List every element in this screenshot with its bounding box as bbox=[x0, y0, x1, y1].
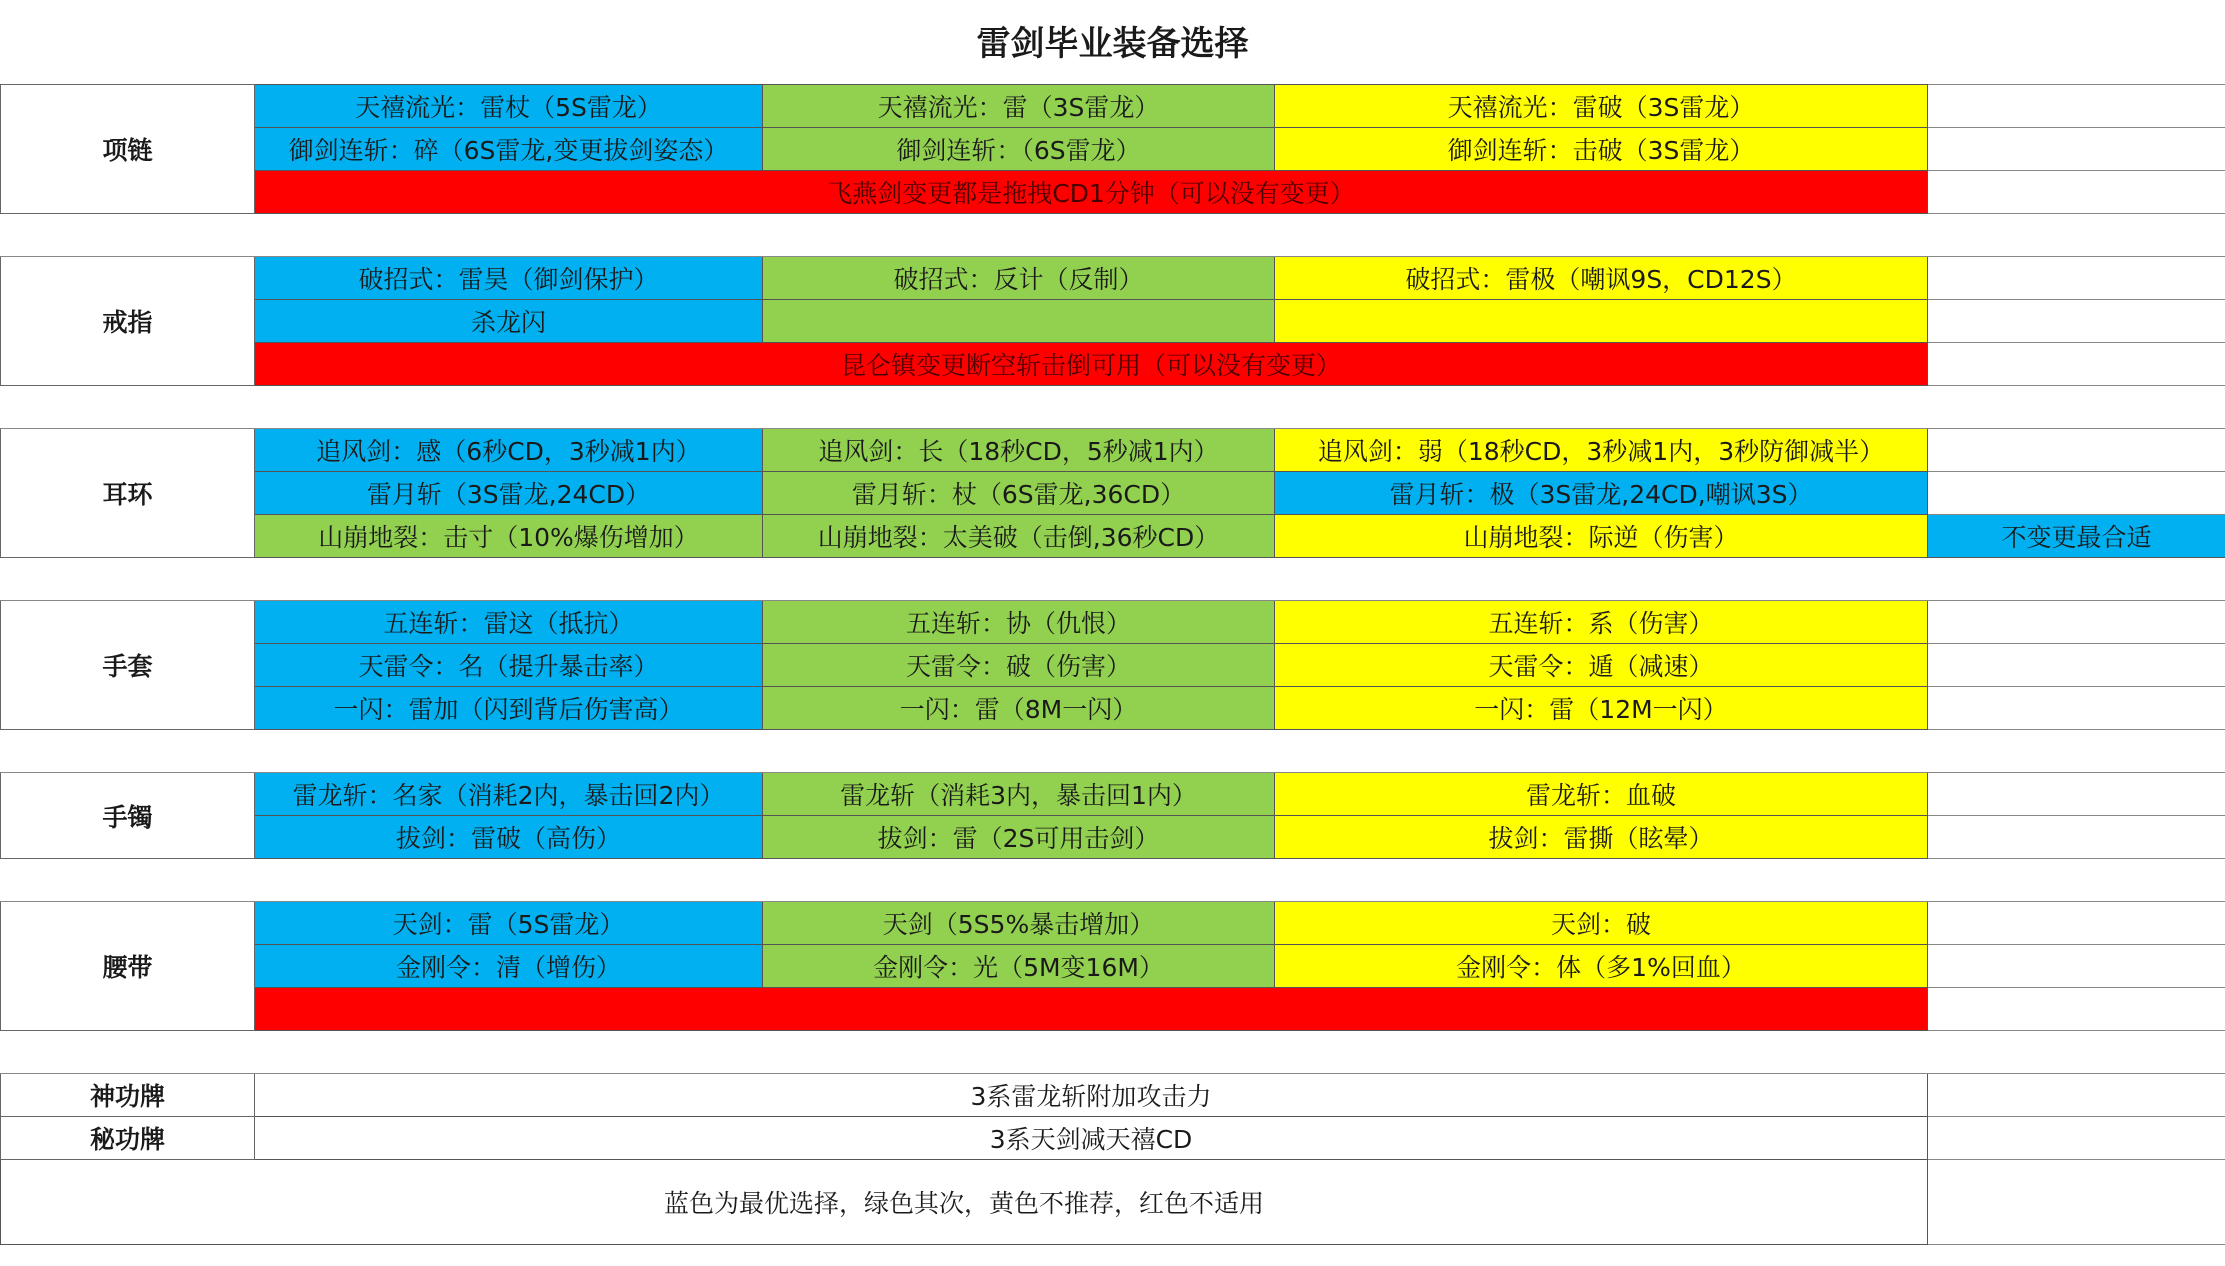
spacer-cell[interactable] bbox=[1, 386, 2225, 429]
empty-cell[interactable] bbox=[1928, 1160, 2225, 1245]
bracelet-row-2 bbox=[1, 816, 2225, 859]
color-legend-note[interactable]: 蓝色为最优选择，绿色其次，黄色不推荐，红色不适用 bbox=[1, 1160, 1928, 1245]
spacer-row bbox=[1, 214, 2225, 257]
necklace-row-1 bbox=[1, 85, 2225, 128]
cell[interactable]: 天禧流光：雷杖（5S雷龙） bbox=[255, 85, 763, 128]
cell[interactable] bbox=[763, 300, 1275, 343]
spacer-row bbox=[1, 859, 2225, 902]
bracelet-row-1 bbox=[1, 773, 2225, 816]
cell-unsuitable[interactable]: 昆仑镇变更断空斩击倒可用（可以没有变更） bbox=[255, 343, 1928, 386]
cell[interactable]: 破招式：反计（反制） bbox=[763, 257, 1275, 300]
bracelet-label[interactable]: 手镯 bbox=[1, 773, 255, 859]
cell[interactable]: 天雷令：名（提升暴击率） bbox=[255, 644, 763, 687]
shengong-label[interactable]: 神功牌 bbox=[1, 1074, 255, 1117]
empty-cell[interactable] bbox=[1928, 687, 2225, 730]
belt-label[interactable]: 腰带 bbox=[1, 902, 255, 1031]
empty-cell[interactable] bbox=[1928, 988, 2225, 1031]
necklace-row-2 bbox=[1, 128, 2225, 171]
spacer-row bbox=[1, 730, 2225, 773]
empty-cell[interactable] bbox=[1928, 300, 2225, 343]
ring-row-1 bbox=[1, 257, 2225, 300]
migong-row bbox=[1, 1117, 2225, 1160]
earring-label[interactable]: 耳环 bbox=[1, 429, 255, 558]
cell[interactable]: 一闪：雷加（闪到背后伤害高） bbox=[255, 687, 763, 730]
empty-cell[interactable] bbox=[1928, 171, 2225, 214]
cell[interactable]: 天剑：破 bbox=[1275, 902, 1928, 945]
empty-cell[interactable] bbox=[1928, 902, 2225, 945]
cell[interactable]: 拔剑：雷破（高伤） bbox=[255, 816, 763, 859]
cell[interactable]: 金刚令：光（5M变16M） bbox=[763, 945, 1275, 988]
earring-row-2 bbox=[1, 472, 2225, 515]
shengong-value[interactable]: 3系雷龙斩附加攻击力 bbox=[255, 1074, 1928, 1117]
cell[interactable]: 追风剑：长（18秒CD，5秒减1内） bbox=[763, 429, 1275, 472]
cell[interactable]: 天禧流光：雷（3S雷龙） bbox=[763, 85, 1275, 128]
belt-row-1 bbox=[1, 902, 2225, 945]
cell[interactable]: 追风剑：感（6秒CD，3秒减1内） bbox=[255, 429, 763, 472]
empty-cell[interactable] bbox=[1928, 85, 2225, 128]
earring-row-1 bbox=[1, 429, 2225, 472]
shengong-row bbox=[1, 1074, 2225, 1117]
spacer-row bbox=[1, 1031, 2225, 1074]
cell[interactable]: 一闪：雷（8M一闪） bbox=[763, 687, 1275, 730]
cell[interactable]: 雷月斩（3S雷龙,24CD） bbox=[255, 472, 763, 515]
gloves-row-3 bbox=[1, 687, 2225, 730]
cell[interactable]: 五连斩：系（伤害） bbox=[1275, 601, 1928, 644]
belt-row-2 bbox=[1, 945, 2225, 988]
cell[interactable]: 山崩地裂：击寸（10%爆伤增加） bbox=[255, 515, 763, 558]
empty-cell[interactable] bbox=[1928, 773, 2225, 816]
cell[interactable]: 不变更最合适 bbox=[1928, 515, 2225, 558]
cell[interactable]: 雷龙斩：名家（消耗2内，暴击回2内） bbox=[255, 773, 763, 816]
cell[interactable]: 五连斩：雷这（抵抗） bbox=[255, 601, 763, 644]
cell[interactable]: 天剑（5S5%暴击增加） bbox=[763, 902, 1275, 945]
empty-cell[interactable] bbox=[1928, 128, 2225, 171]
spacer-cell[interactable] bbox=[1, 1031, 2225, 1074]
cell[interactable]: 天雷令：破（伤害） bbox=[763, 644, 1275, 687]
cell[interactable]: 山崩地裂：际逆（伤害） bbox=[1275, 515, 1928, 558]
cell-unsuitable[interactable] bbox=[255, 988, 1928, 1031]
cell[interactable]: 天禧流光：雷破（3S雷龙） bbox=[1275, 85, 1928, 128]
legend-row bbox=[1, 1160, 2225, 1245]
empty-cell[interactable] bbox=[1928, 1074, 2225, 1117]
cell[interactable]: 破招式：雷极（嘲讽9S，CD12S） bbox=[1275, 257, 1928, 300]
empty-cell[interactable] bbox=[1928, 945, 2225, 988]
empty-cell[interactable] bbox=[1928, 601, 2225, 644]
belt-row-3 bbox=[1, 988, 2225, 1031]
migong-value[interactable]: 3系天剑减天禧CD bbox=[255, 1117, 1928, 1160]
cell[interactable]: 追风剑：弱（18秒CD，3秒减1内，3秒防御减半） bbox=[1275, 429, 1928, 472]
spacer-row bbox=[1, 386, 2225, 429]
cell[interactable]: 天雷令：遁（减速） bbox=[1275, 644, 1928, 687]
ring-row-2 bbox=[1, 300, 2225, 343]
cell[interactable]: 御剑连斩：碎（6S雷龙,变更拔剑姿态） bbox=[255, 128, 763, 171]
spacer-cell[interactable] bbox=[1, 558, 2225, 601]
migong-label[interactable]: 秘功牌 bbox=[1, 1117, 255, 1160]
spacer-cell[interactable] bbox=[1, 859, 2225, 902]
cell[interactable]: 金刚令：清（增伤） bbox=[255, 945, 763, 988]
necklace-label[interactable]: 项链 bbox=[1, 85, 255, 214]
cell[interactable] bbox=[1275, 300, 1928, 343]
cell[interactable]: 御剑连斩：击破（3S雷龙） bbox=[1275, 128, 1928, 171]
spacer-cell[interactable] bbox=[1, 214, 2225, 257]
empty-cell[interactable] bbox=[1928, 1117, 2225, 1160]
earring-row-3 bbox=[1, 515, 2225, 558]
cell[interactable]: 拔剑：雷撕（眩晕） bbox=[1275, 816, 1928, 859]
equipment-table bbox=[0, 84, 2225, 1245]
cell[interactable]: 山崩地裂：太美破（击倒,36秒CD） bbox=[763, 515, 1275, 558]
cell[interactable]: 杀龙闪 bbox=[255, 300, 763, 343]
cell[interactable]: 天剑：雷（5S雷龙） bbox=[255, 902, 763, 945]
cell[interactable]: 雷龙斩（消耗3内，暴击回1内） bbox=[763, 773, 1275, 816]
cell[interactable]: 雷月斩：极（3S雷龙,24CD,嘲讽3S） bbox=[1275, 472, 1928, 515]
cell[interactable]: 雷月斩：杖（6S雷龙,36CD） bbox=[763, 472, 1275, 515]
empty-cell[interactable] bbox=[1928, 429, 2225, 472]
empty-cell[interactable] bbox=[1928, 816, 2225, 859]
spacer-cell[interactable] bbox=[1, 730, 2225, 773]
spacer-row bbox=[1, 558, 2225, 601]
empty-cell[interactable] bbox=[1928, 257, 2225, 300]
cell[interactable]: 金刚令：体（多1%回血） bbox=[1275, 945, 1928, 988]
ring-label[interactable]: 戒指 bbox=[1, 257, 255, 386]
empty-cell[interactable] bbox=[1928, 472, 2225, 515]
cell[interactable]: 御剑连斩：（6S雷龙） bbox=[763, 128, 1275, 171]
gloves-row-2 bbox=[1, 644, 2225, 687]
cell[interactable]: 五连斩：协（仇恨） bbox=[763, 601, 1275, 644]
cell[interactable]: 雷龙斩：血破 bbox=[1275, 773, 1928, 816]
empty-cell[interactable] bbox=[1928, 644, 2225, 687]
cell[interactable]: 拔剑：雷（2S可用击剑） bbox=[763, 816, 1275, 859]
gloves-label[interactable]: 手套 bbox=[1, 601, 255, 730]
sheet-title: 雷剑毕业装备选择 bbox=[976, 24, 1249, 64]
empty-cell[interactable] bbox=[1928, 343, 2225, 386]
cell-unsuitable[interactable]: 飞燕剑变更都是拖拽CD1分钟（可以没有变更） bbox=[255, 171, 1928, 214]
gloves-row-1 bbox=[1, 601, 2225, 644]
ring-row-3 bbox=[1, 343, 2225, 386]
cell[interactable]: 破招式：雷昊（御剑保护） bbox=[255, 257, 763, 300]
necklace-row-3 bbox=[1, 171, 2225, 214]
cell[interactable]: 一闪：雷（12M一闪） bbox=[1275, 687, 1928, 730]
